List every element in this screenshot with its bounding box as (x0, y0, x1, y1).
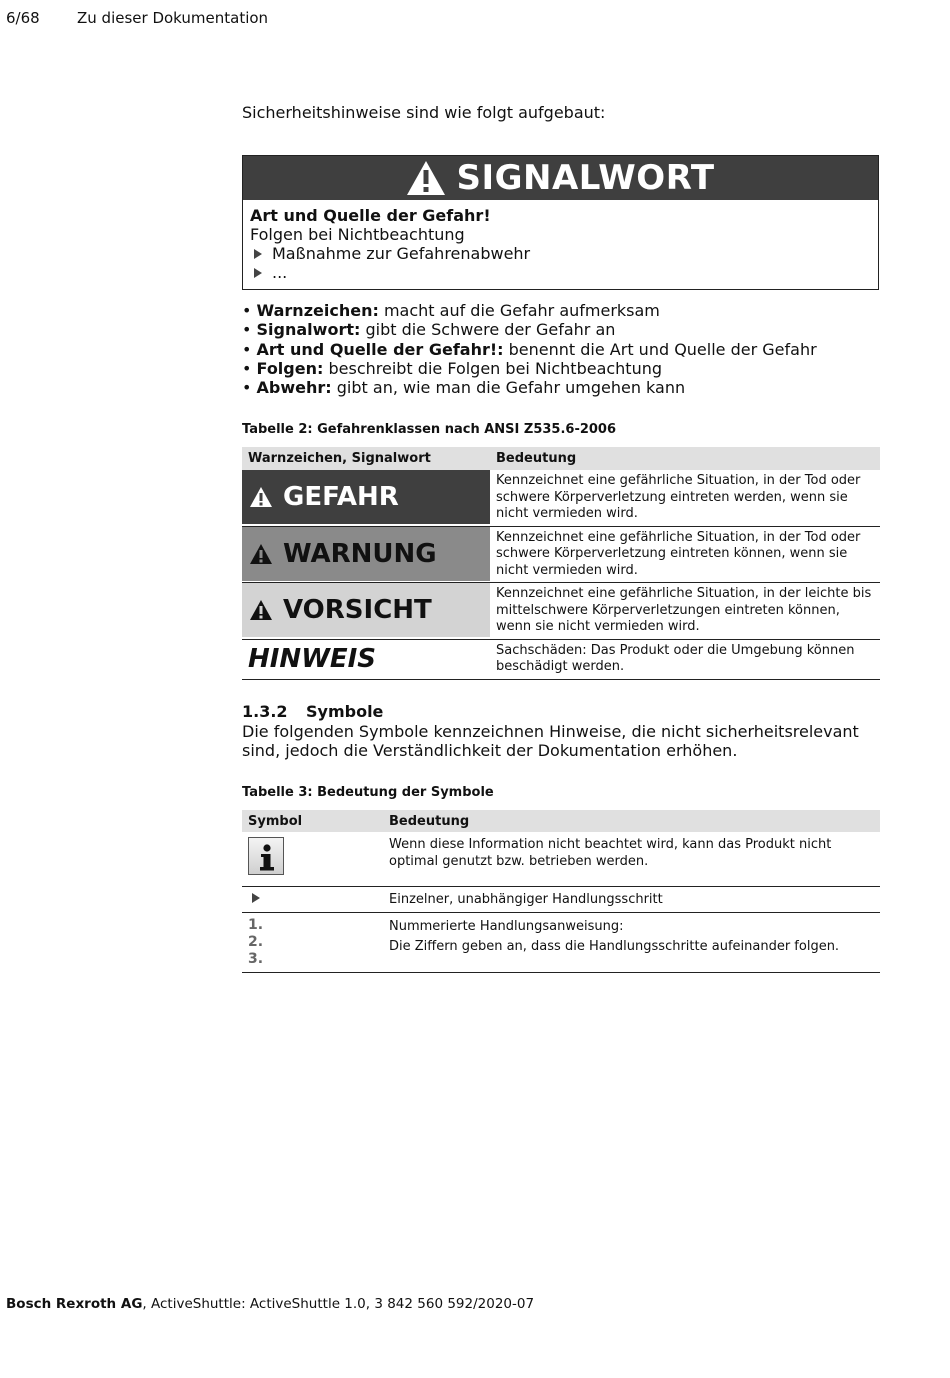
measure-item: Maßnahme zur Gefahrenabwehr (250, 244, 871, 263)
meaning-text: Sachschäden: Das Produkt oder die Umgebung können beschädigt werden. (496, 642, 855, 674)
table-header: Bedeutung (490, 447, 880, 470)
step-number: 3. (248, 951, 264, 967)
info-icon (248, 837, 284, 875)
measure-item: ... (250, 263, 871, 282)
arrow-icon (252, 893, 260, 903)
list-item: • Folgen: beschreibt die Folgen bei Nichtbeachtung (242, 358, 663, 378)
meaning-text: Kennzeichnet eine gefährliche Situation, in der Tod oder schwere Körperverletzung eintreten können, wenn sie nicht vermieden wird. (496, 529, 861, 578)
section-text: Die folgenden Symbole kennzeichnen Hinweise, die nicht sicherheitsrelevant sind, jedoch die Verständlichkeit der Dokumentation erhöhen. (242, 721, 859, 760)
step-number: 1. (248, 917, 264, 933)
page-number: 6/68 (6, 9, 40, 27)
table-header: Bedeutung (383, 810, 880, 832)
table3-caption: Tabelle 3: Bedeutung der Symbole (242, 785, 494, 800)
danger-label: GEFAHR (242, 470, 490, 524)
notice-label: HINWEIS (242, 640, 490, 678)
chapter-title: Zu dieser Dokumentation (77, 9, 269, 27)
signal-word-box (242, 155, 879, 290)
table-row (242, 470, 880, 526)
meaning-text: Kennzeichnet eine gefährliche Situation, in der leichte bis mittelschwere Körperverletzungen eintreten können, wenn sie nicht vermieden wird. (496, 586, 872, 634)
list-item: • Signalwort: gibt die Schwere der Gefahr an (242, 320, 616, 340)
company-name: Bosch Rexroth AG (6, 1296, 143, 1312)
page-footer (6, 1296, 534, 1312)
signal-box-body (243, 200, 878, 288)
signal-word: SIGNALWORT (456, 158, 715, 198)
hazard-consequences: Folgen bei Nichtbeachtung (250, 225, 465, 244)
table-row (242, 583, 880, 640)
meaning-text: Kennzeichnet eine gefährliche Situation, in der Tod oder schwere Körperverletzung eintreten werden, wenn sie nicht vermieden wird. (496, 473, 861, 521)
list-item: • Art und Quelle der Gefahr!: benennt die Art und Quelle der Gefahr (242, 339, 817, 359)
section-number: 1.3.2 (242, 702, 288, 721)
intro-text: Sicherheitshinweise sind wie folgt aufgebaut: (242, 103, 606, 122)
arrow-icon (254, 268, 262, 278)
hazard-source: Art und Quelle der Gefahr! (250, 206, 491, 225)
table-row (242, 639, 880, 679)
hazard-classes-table (242, 447, 880, 680)
signal-word-header (243, 156, 878, 200)
meaning-text: Einzelner, unabhängiger Handlungsschritt (383, 887, 880, 913)
table-row (242, 526, 880, 583)
warning-triangle-icon (249, 486, 273, 508)
page-header (6, 9, 268, 27)
table-row (242, 913, 880, 973)
caution-label: VORSICHT (242, 583, 490, 637)
table-header: Warnzeichen, Signalwort (242, 447, 490, 470)
list-item: • Warnzeichen: macht auf die Gefahr aufmerksam (242, 301, 660, 320)
section-symbole (242, 702, 872, 761)
meaning-text: Die Ziffern geben an, dass die Handlungsschritte aufeinander folgen. (389, 938, 840, 954)
symbols-table (242, 810, 880, 973)
warning-triangle-icon (249, 543, 273, 565)
list-item: • Abwehr: gibt an, wie man die Gefahr umgehen kann (242, 378, 686, 398)
meaning-text: Nummerierte Handlungsanweisung: (389, 919, 624, 934)
table-header: Symbol (242, 810, 383, 832)
step-number: 2. (248, 934, 264, 950)
warning-label: WARNUNG (242, 527, 490, 581)
table2-caption: Tabelle 2: Gefahrenklassen nach ANSI Z535.6-2006 (242, 422, 617, 437)
table-row (242, 887, 880, 913)
arrow-icon (254, 249, 262, 259)
document-reference: , ActiveShuttle: ActiveShuttle 1.0, 3 842 560 592/2020-07 (142, 1296, 535, 1312)
meaning-text: Wenn diese Information nicht beachtet wird, kann das Produkt nicht optimal genutzt bzw. betrieben werden. (383, 832, 880, 887)
section-title: Symbole (306, 702, 384, 721)
warning-triangle-icon (249, 599, 273, 621)
warning-triangle-icon (406, 160, 446, 196)
table-row (242, 832, 880, 887)
explanation-list (242, 301, 817, 397)
